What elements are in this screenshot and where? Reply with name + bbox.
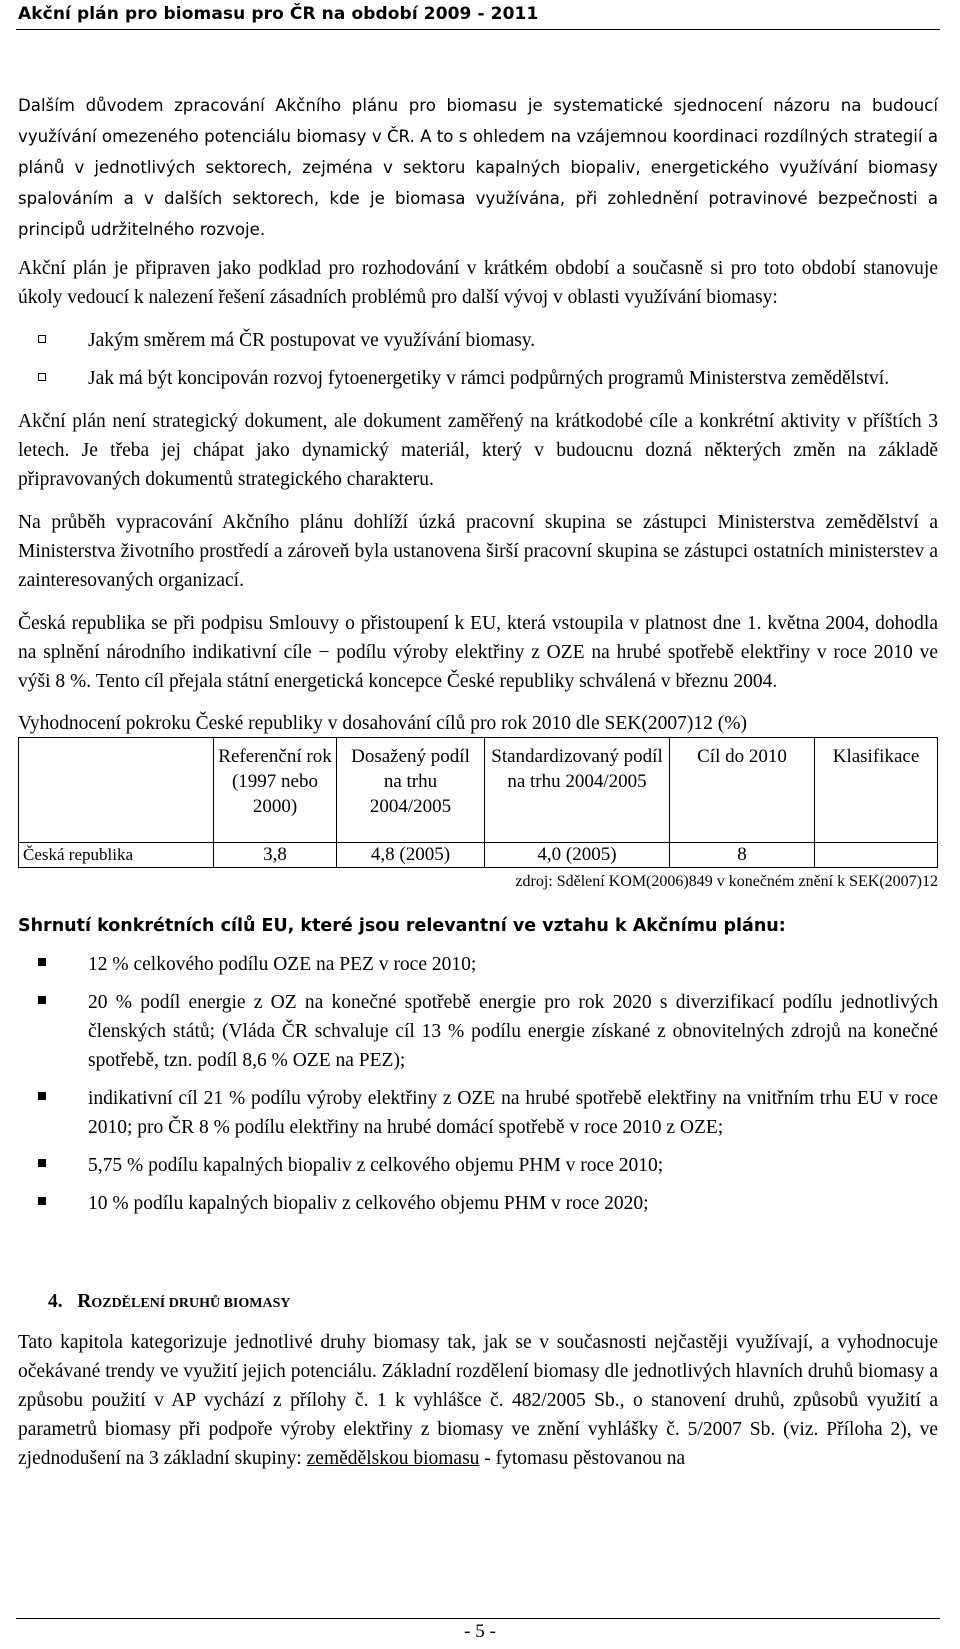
paragraph-reasons: Dalším důvodem zpracování Akčního plánu pro biomasu je systematické sjednocení názoru na budoucí využívání omezeného potenciálu biomasy v ČR. A to s ohledem na vzájemnou koordinaci rozdílných strategií a plánů v jednotlivých sektorech, zejména v sektoru kapalných biopaliv, energetického využívání biomasy spalováním a v dalších sektorech, kde je biomasa využívána, při zohlednění potravinové bezpečnosti a principů udržitelného rozvoje. — [18, 96, 938, 239]
table-header-cell — [19, 738, 214, 843]
table-header-row — [19, 738, 938, 843]
table-header-cell: Klasifikace — [815, 738, 938, 843]
chapter-title-rest: OZDĚLENÍ DRUHŮ BIOMASY — [91, 1296, 291, 1311]
list-item-text: indikativní cíl 21 % podílu výroby elektřiny z OZE na hrubé spotřebě elektřiny na vnitřním trhu EU v roce 2010; pro ČR 8 % podílu elektřiny na hrubé domácí spotřebě v roce 2010 z OZE; — [88, 1088, 938, 1138]
table-caption: Vyhodnocení pokroku České republiky v dosahování cílů pro rok 2010 dle SEK(2007)12 (%) — [18, 713, 747, 734]
table-header-cell: Cíl do 2010 — [670, 738, 815, 843]
square-bullet-icon — [38, 1159, 46, 1167]
table-cell: 8 — [670, 843, 815, 868]
table-cell — [815, 843, 938, 868]
list-item — [18, 1189, 938, 1218]
summary-heading: Shrnutí konkrétních cílů EU, které jsou relevantní ve vztahu k Akčnímu plánu: — [18, 916, 786, 936]
list-item — [18, 326, 938, 355]
list-item-text: 12 % celkového podílu OZE na PEZ v roce 2010; — [88, 954, 477, 975]
list-item — [18, 364, 938, 393]
paragraph-nature: Akční plán není strategický dokument, ale dokument zaměřený na krátkodobé cíle a konkrétní aktivity v příštích 3 letech. Je třeba jej chápat jako dynamický materiál, který v budoucnu dozná některých změn na základě připravovaných dokumentů strategického charakteru. — [18, 411, 938, 490]
list-item — [18, 950, 938, 979]
list-item — [18, 1084, 938, 1142]
square-bullet-icon — [38, 1197, 46, 1205]
progress-table — [18, 737, 938, 868]
paragraph-chapter-intro — [18, 1328, 938, 1473]
square-bullet-icon — [38, 958, 46, 966]
chapter-heading — [48, 1288, 938, 1318]
list-item — [18, 988, 938, 1075]
page-content — [18, 90, 938, 1487]
checkbox-bullet-icon — [38, 335, 46, 343]
table-cell: 4,0 (2005) — [485, 843, 670, 868]
chapter-text: Tato kapitola kategorizuje jednotlivé druhy biomasy tak, jak se v současnosti nejčastěji využívají, a vyhodnocuje očekávané trendy ve využití jejich potenciálu. Základní rozdělení biomasy dle jednotlivých hlavních druhů biomasy a způsobu použití v AP vychází z přílohy č. 1 k vyhlášce č. 482/2005 Sb., o stanovení druhů, způsobů využití a parametrů biomasy při podpoře výroby elektřiny z biomasy ve znění vyhlášky č. 5/2007 Sb. (viz. Příloha 2), ve zjednodušení na 3 základní skupiny: — [18, 1332, 938, 1469]
list-item-text: Jakým směrem má ČR postupovat ve využívání biomasy. — [88, 330, 536, 351]
list-item-text: 10 % podílu kapalných biopaliv z celkového objemu PHM v roce 2020; — [88, 1193, 649, 1214]
chapter-number: 4. — [48, 1291, 63, 1312]
table-header-cell: Dosažený podíl na trhu 2004/2005 — [337, 738, 485, 843]
chapter-text-underlined: zemědělskou biomasu — [306, 1448, 480, 1469]
list-item-text: 20 % podíl energie z OZ na konečné spotřebě energie pro rok 2020 s diverzifikací podílu jednotlivých členských států; (Vláda ČR schvaluje cíl 13 % podílu energie získané z obnovitelných zdrojů na konečné spotřebě, tzn. podíl 8,6 % OZE na PEZ); — [88, 992, 938, 1071]
table-header-cell: Standardizovaný podíl na trhu 2004/2005 — [485, 738, 670, 843]
table-cell: 4,8 (2005) — [337, 843, 485, 868]
page-header-title: Akční plán pro biomasu pro ČR na období 2009 - 2011 — [18, 4, 539, 24]
chapter-title-initial: R — [77, 1291, 92, 1312]
list-item-text: 5,75 % podílu kapalných biopaliv z celkového objemu PHM v roce 2010; — [88, 1155, 664, 1176]
square-bullet-icon — [38, 996, 46, 1004]
header-rule — [16, 29, 940, 30]
table-cell: 3,8 — [214, 843, 337, 868]
list-item-text: Jak má být koncipován rozvoj fytoenergetiky v rámci podpůrných programů Ministerstva zemědělství. — [88, 368, 890, 389]
paragraph-purpose: Akční plán je připraven jako podklad pro rozhodování v krátkém období a současně si pro toto období stanovuje úkoly vedoucí k nalezení řešení zásadních problémů pro další vývoj v oblasti využívání biomasy: — [18, 258, 938, 308]
list-item — [18, 1151, 938, 1180]
table-cell: Česká republika — [19, 843, 214, 868]
table-source: zdroj: Sdělení KOM(2006)849 v konečném znění k SEK(2007)12 — [515, 873, 938, 890]
page-number: - 5 - — [464, 1621, 496, 1642]
square-bullet-icon — [38, 1092, 46, 1100]
checkbox-bullet-icon — [38, 373, 46, 381]
table-header-cell: Referenční rok (1997 nebo 2000) — [214, 738, 337, 843]
footer-rule — [16, 1618, 940, 1619]
table-row — [19, 843, 938, 868]
chapter-text-continued: - fytomasu pěstovanou na — [479, 1448, 686, 1469]
paragraph-eu-accession: Česká republika se při podpisu Smlouvy o přistoupení k EU, která vstoupila v platnost dne 1. května 2004, dohodla na splnění národního indikativní cíle − podílu výroby elektřiny z OZE na hrubé spotřebě elektřiny v roce 2010 ve výši 8 %. Tento cíl přejala státní energetická koncepce České republiky schválená v březnu 2004. — [18, 613, 938, 692]
paragraph-working-group: Na průběh vypracování Akčního plánu dohlíží úzká pracovní skupina se zástupci Ministerstva zemědělství a Ministerstva životního prostředí a zároveň byla ustanovena širší pracovní skupina se zástupci ostatních ministerstev a zainteresovaných organizací. — [18, 512, 938, 591]
